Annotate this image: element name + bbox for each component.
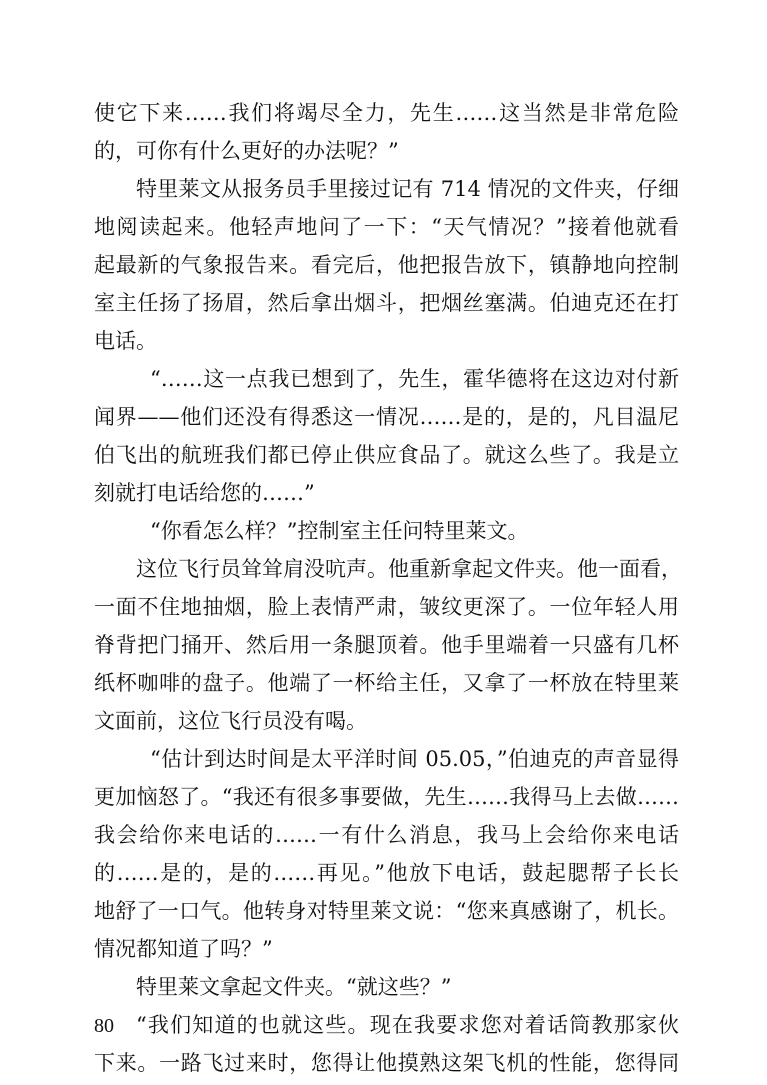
text-line: 更加恼怒了。“我还有很多事要做，先生……我得马上去做…… [94, 785, 679, 809]
text-line: 文面前，这位飞行员没有喝。 [94, 709, 367, 733]
text-line: 地阅读起来。他轻声地问了一下：“天气情况？”接着他就看 [94, 215, 679, 239]
page-number: 80 [94, 1015, 114, 1037]
text-line: 特里莱文拿起文件夹。“就这些？” [136, 975, 452, 999]
text-line: 下来。一路飞过来时，您得让他摸熟这架飞机的性能，您得同 [94, 1051, 679, 1075]
text-line: “……这一点我已想到了，先生，霍华德将在这边对付新 [150, 367, 679, 391]
text-line: 地舒了一口气。他转身对特里莱文说：“您来真感谢了，机长。 [94, 899, 679, 923]
text-line: 使它下来……我们将竭尽全力，先生……这当然是非常危险 [94, 101, 679, 125]
text-line: 一面不住地抽烟，脸上表情严肃，皱纹更深了。一位年轻人用 [94, 595, 679, 619]
text-line: 我会给你来电话的……一有什么消息，我马上会给你来电话 [94, 823, 679, 847]
text-line: “我们知道的也就这些。现在我要求您对着话筒教那家伙 [136, 1013, 679, 1037]
text-line: 情况都知道了吗？” [94, 937, 273, 961]
text-line: 特里莱文从报务员手里接过记有 714 情况的文件夹，仔细 [136, 177, 679, 201]
text-line: 起最新的气象报告来。看完后，他把报告放下，镇静地向控制 [94, 253, 679, 277]
text-line: 的……是的，是的……再见。”他放下电话，鼓起腮帮子长长 [94, 861, 679, 885]
text-line: “估计到达时间是太平洋时间 05.05，”伯迪克的声音显得 [150, 747, 679, 771]
body-text [94, 94, 682, 1082]
text-line: 这位飞行员耸耸肩没吭声。他重新拿起文件夹。他一面看， [136, 557, 682, 581]
text-line: “你看怎么样？”控制室主任问特里莱文。 [150, 519, 529, 543]
text-line: 室主任扬了扬眉，然后拿出烟斗，把烟丝塞满。伯迪克还在打 [94, 291, 679, 315]
text-line: 闻界——他们还没有得悉这一情况……是的，是的，凡目温尼 [94, 405, 679, 429]
text-line: 电话。 [94, 329, 157, 353]
text-line: 伯飞出的航班我们都已停止供应食品了。就这么些了。我是立 [94, 443, 679, 467]
text-line: 刻就打电话给您的……” [94, 481, 315, 505]
text-line: 纸杯咖啡的盘子。他端了一杯给主任，又拿了一杯放在特里莱 [94, 671, 679, 695]
text-line: 脊背把门捅开、然后用一条腿顶着。他手里端着一只盛有几杯 [94, 633, 679, 657]
text-line: 的，可你有什么更好的办法呢？” [94, 139, 399, 163]
